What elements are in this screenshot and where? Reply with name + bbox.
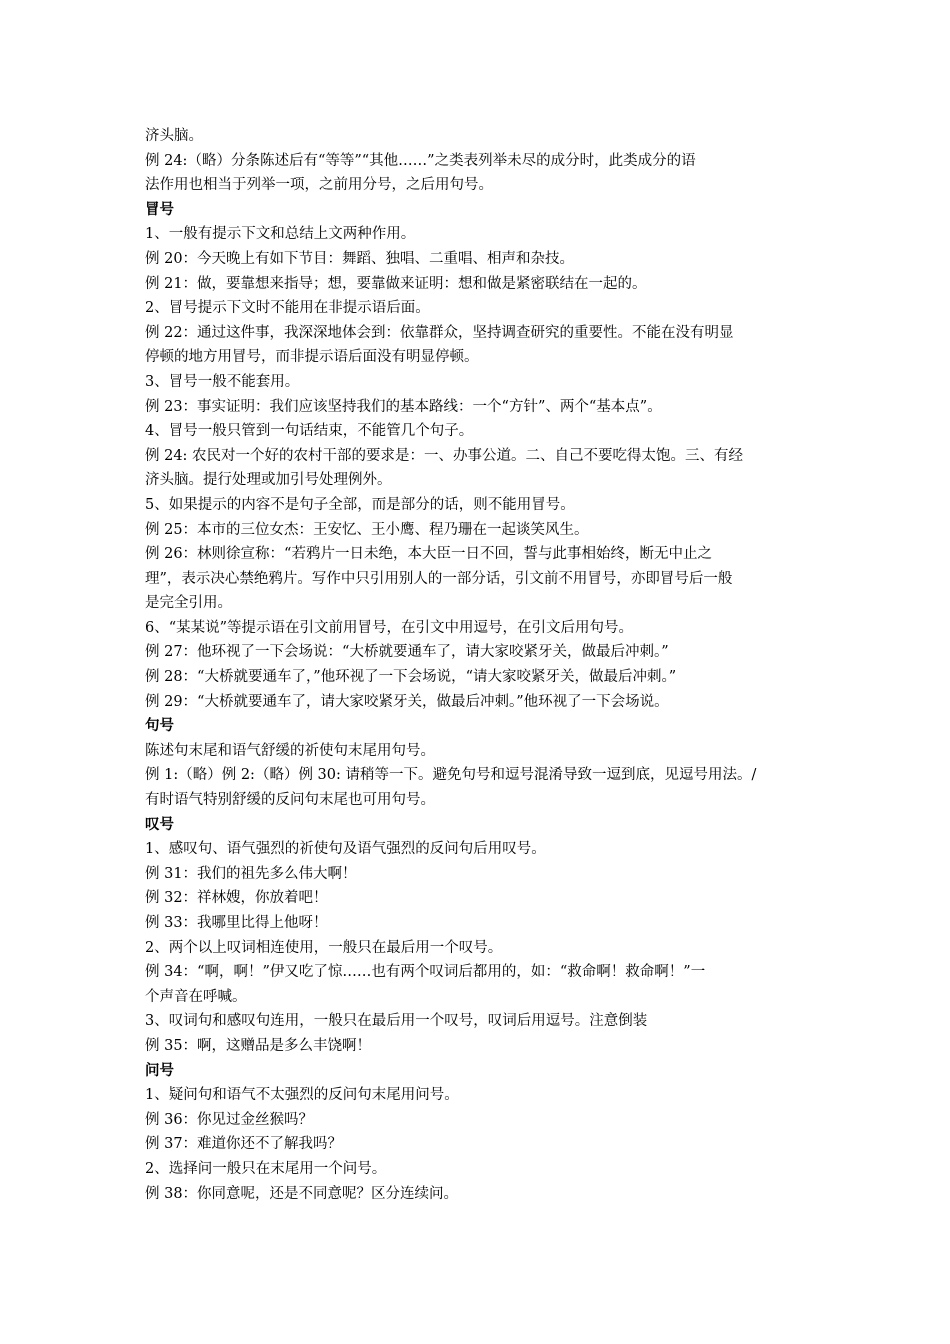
text-line: 1、一般有提示下文和总结上文两种作用。 bbox=[145, 226, 416, 243]
text-line: 例 27：他环视了一下会场说：“大桥就要通车了，请大家咬紧牙关，做最后冲刺。” bbox=[145, 644, 669, 661]
text-line: 5、如果提示的内容不是句子全部，而是部分的话，则不能用冒号。 bbox=[145, 496, 575, 513]
text-line: 例 21：做，要靠想来指导；想，要靠做来证明：想和做是紧密联结在一起的。 bbox=[145, 275, 647, 292]
text-line: 法作用也相当于列举一项，之前用分号，之后用句号。 bbox=[145, 177, 493, 194]
text-line: 3、冒号一般不能套用。 bbox=[145, 373, 300, 390]
text-line: 例 36：你见过金丝猴吗？ bbox=[145, 1111, 314, 1128]
text-line: 2、选择问一般只在末尾用一个问号。 bbox=[145, 1160, 387, 1177]
text-line: 2、冒号提示下文时不能用在非提示语后面。 bbox=[145, 300, 430, 317]
text-line: 例 1:（略）例 2:（略）例 30: 请稍等一下。避免句号和逗号混淆导致一逗到底，见逗号用法。/ bbox=[145, 767, 757, 784]
text-line: 例 25：本市的三位女杰：王安忆、王小鹰、程乃珊在一起谈笑风生。 bbox=[145, 521, 589, 538]
section-heading: 问号 bbox=[145, 1062, 174, 1079]
section-heading: 叹号 bbox=[145, 816, 174, 833]
text-line: 例 26：林则徐宣称：“若鸦片一日未绝，本大臣一日不回，誓与此事相始终，断无中止之 bbox=[145, 546, 712, 563]
text-line: 例 31：我们的祖先多么伟大啊！ bbox=[145, 865, 357, 882]
text-line: 2、两个以上叹词相连使用，一般只在最后用一个叹号。 bbox=[145, 939, 503, 956]
text-line: 个声音在呼喊。 bbox=[145, 988, 247, 1005]
text-line: 有时语气特别舒缓的反问句末尾也可用句号。 bbox=[145, 792, 435, 809]
text-line: 例 23：事实证明：我们应该坚持我们的基本路线：一个“方针”、两个“基本点”。 bbox=[145, 398, 662, 415]
text-line: 例 32：祥林嫂，你放着吧！ bbox=[145, 890, 328, 907]
text-line: 例 22：通过这件事，我深深地体会到：依靠群众，坚持调查研究的重要性。不能在没有明显 bbox=[145, 324, 734, 341]
text-line: 6、“某某说”等提示语在引文前用冒号，在引文中用逗号，在引文后用句号。 bbox=[145, 619, 634, 636]
text-line: 例 29：“大桥就要通车了，请大家咬紧牙关，做最后冲刺。”他环视了一下会场说。 bbox=[145, 693, 669, 710]
text-line: 停顿的地方用冒号，而非提示语后面没有明显停顿。 bbox=[145, 349, 479, 366]
text-line: 例 38：你同意呢，还是不同意呢？区分连续问。 bbox=[145, 1185, 459, 1202]
text-line: 济头脑。 bbox=[145, 128, 203, 144]
text-line: 例 35：啊，这赠品是多么丰饶啊！ bbox=[145, 1037, 372, 1054]
section-heading: 冒号 bbox=[145, 201, 174, 218]
text-line: 例 28：“大桥就要通车了，”他环视了一下会场说，“请大家咬紧牙关，做最后冲刺。” bbox=[145, 669, 677, 686]
text-line: 例 34：“啊，啊！”伊又吃了惊……也有两个叹词后都用的，如：“救命啊！救命啊！”一 bbox=[145, 964, 706, 981]
text-line: 4、冒号一般只管到一句话结束，不能管几个句子。 bbox=[145, 423, 474, 440]
document-body bbox=[145, 124, 817, 1206]
text-line: 例 24:（略）分条陈述后有“等等”“其他……”之类表列举未尽的成分时，此类成分的语 bbox=[145, 152, 696, 169]
text-line: 是完全引用。 bbox=[145, 595, 232, 612]
text-line: 例 24: 农民对一个好的农村干部的要求是：一、办事公道。二、自己不要吃得太饱。三、有经 bbox=[145, 447, 744, 464]
text-line: 1、疑问句和语气不太强烈的反问句末尾用问号。 bbox=[145, 1087, 459, 1104]
text-line: 例 20：今天晚上有如下节目：舞蹈、独唱、二重唱、相声和杂技。 bbox=[145, 250, 575, 267]
text-line: 陈述句末尾和语气舒缓的祈使句末尾用句号。 bbox=[145, 742, 435, 759]
text-line: 理”，表示决心禁绝鸦片。写作中只引用别人的一部分话，引文前不用冒号，亦即冒号后一般 bbox=[145, 570, 733, 587]
text-line: 3、叹词句和感叹句连用，一般只在最后用一个叹号，叹词后用逗号。注意倒装 bbox=[145, 1013, 648, 1030]
text-line: 例 33：我哪里比得上他呀！ bbox=[145, 915, 328, 931]
section-heading: 句号 bbox=[145, 718, 174, 735]
text-line: 1、感叹句、语气强烈的祈使句及语气强烈的反问句后用叹号。 bbox=[145, 841, 546, 858]
text-line: 例 37：难道你还不了解我吗？ bbox=[145, 1136, 343, 1153]
text-line: 济头脑。提行处理或加引号处理例外。 bbox=[145, 472, 392, 489]
